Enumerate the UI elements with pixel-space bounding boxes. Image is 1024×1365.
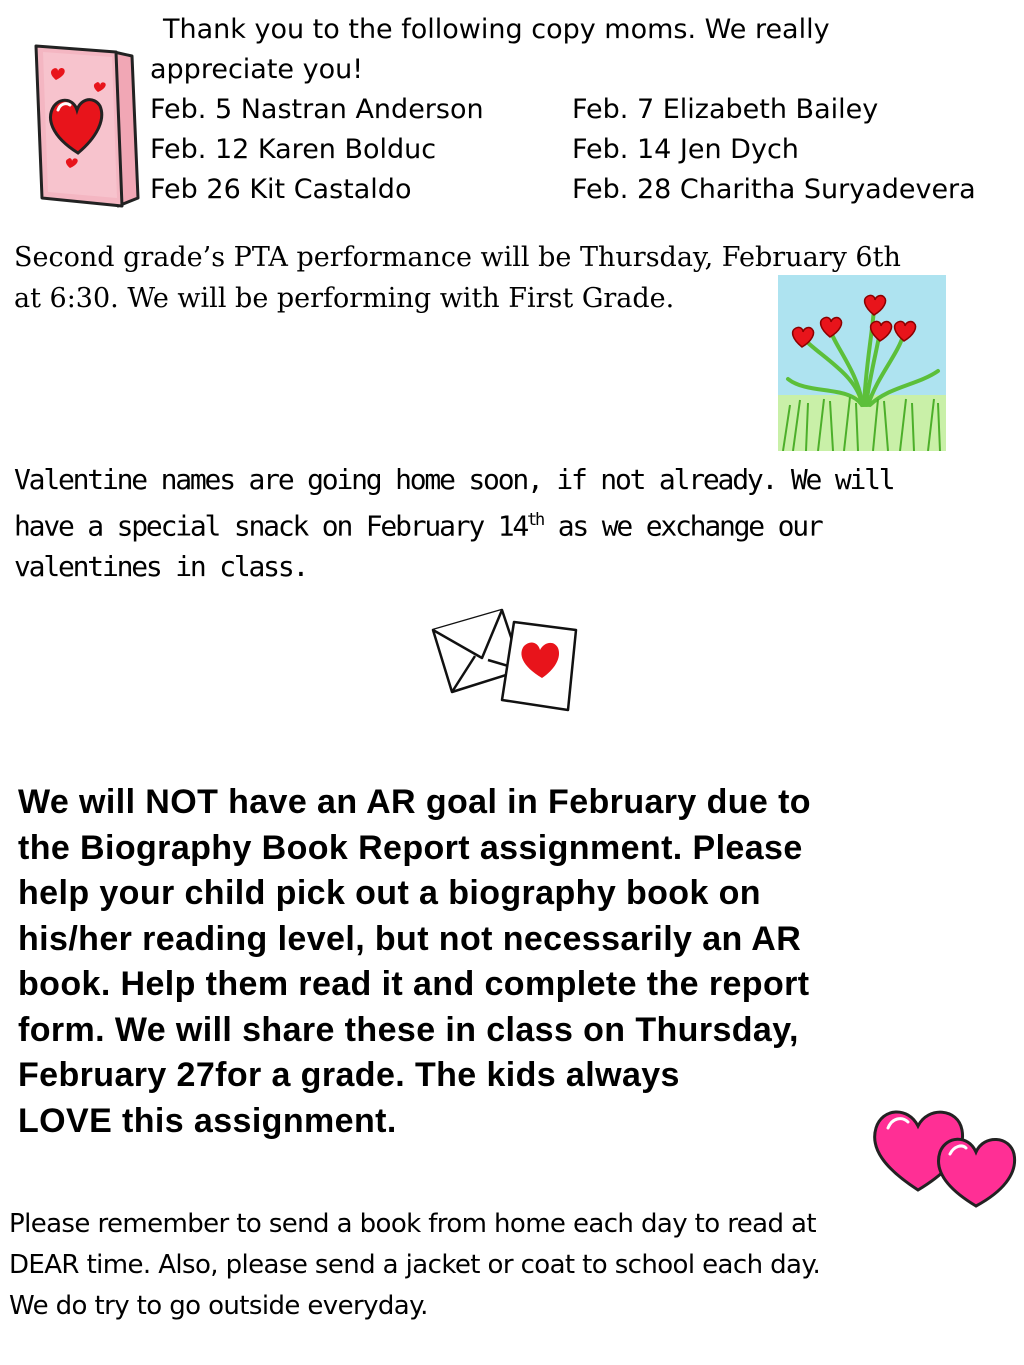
ar-line: LOVE this assignment. — [18, 1101, 397, 1140]
valentine-text: have a special snack on February 14 — [14, 509, 528, 543]
valentine-line — [14, 500, 1014, 546]
reminder-line: Please remember to send a book from home each day to read at — [9, 1209, 816, 1239]
ar-goal-notice — [18, 780, 1024, 1144]
ordinal-suffix: th — [527, 510, 544, 530]
ar-line: book. Help them read it and complete the report — [18, 965, 810, 1003]
copy-moms-row — [150, 130, 1020, 170]
copy-mom-entry: Feb. 14 Jen Dych — [572, 134, 799, 165]
pta-line: Second grade’s PTA performance will be Thursday, February 6th — [14, 242, 901, 273]
heart-flowers-icon — [778, 275, 948, 451]
valentine-announcement — [14, 459, 1014, 587]
reminder-line: DEAR time. Also, please send a jacket or coat to school each day. — [9, 1250, 821, 1280]
copy-mom-entry: Feb. 5 Nastran Anderson — [150, 94, 484, 125]
ar-line: the Biography Book Report assignment. Please — [18, 828, 803, 867]
valentine-line: valentines in class. — [14, 550, 308, 584]
ar-line: help your child pick out a biography book on — [18, 874, 761, 912]
ar-line: form. We will share these in class on Thursday, — [18, 1010, 799, 1049]
daily-reminder — [9, 1204, 969, 1327]
valentine-line: Valentine names are going home soon, if not already. We will — [14, 463, 894, 496]
pta-line: at 6:30. We will be performing with First Grade. — [14, 283, 675, 314]
valentine-text: as we exchange our — [543, 509, 822, 543]
copy-mom-entry: Feb 26 Kit Castaldo — [150, 174, 412, 205]
ar-line: We will NOT have an AR goal in February due to — [18, 783, 811, 821]
reminder-line: We do try to go outside everyday. — [9, 1291, 428, 1321]
ar-line: February 27for a grade. The kids always — [18, 1056, 680, 1094]
valentine-card-icon — [26, 38, 144, 210]
envelope-heart-icon — [430, 600, 582, 715]
ar-line: his/her reading level, but not necessarily an AR — [18, 919, 802, 958]
copy-moms-row — [150, 90, 1020, 130]
copy-mom-entry: Feb. 12 Karen Bolduc — [150, 134, 437, 165]
two-pink-hearts-icon — [866, 1098, 1024, 1210]
copy-moms-row — [150, 170, 1020, 210]
copy-moms-intro: Thank you to the following copy moms. We really — [163, 14, 830, 45]
copy-mom-entry: Feb. 28 Charitha Suryadevera — [572, 174, 976, 205]
copy-moms-section — [150, 10, 1020, 210]
copy-mom-entry: Feb. 7 Elizabeth Bailey — [572, 94, 879, 125]
copy-moms-intro-cont: appreciate you! — [150, 54, 364, 85]
